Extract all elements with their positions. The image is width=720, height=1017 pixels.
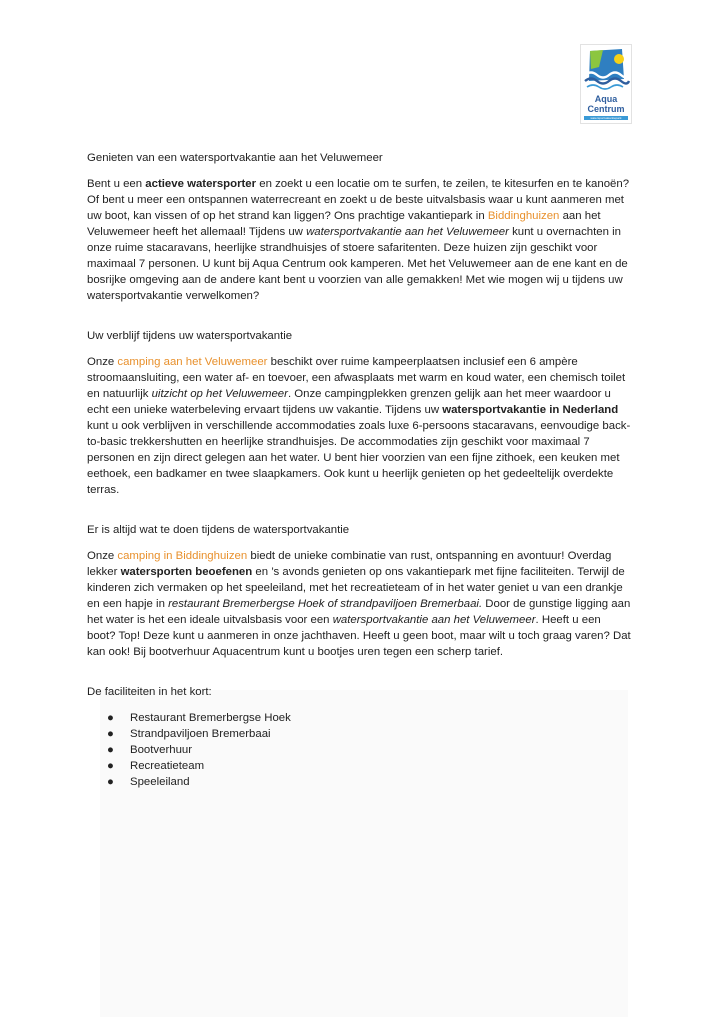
bold-text: watersportvakantie in Nederland — [442, 404, 619, 416]
list-item — [107, 726, 632, 742]
paragraph — [87, 176, 632, 304]
italic-text: watersportvakantie aan het Veluwemeer — [306, 226, 509, 238]
list-item-label: Bootverhuur — [130, 744, 193, 756]
list-item-label: Strandpaviljoen Bremerbaai — [130, 728, 271, 740]
list-item — [107, 710, 632, 726]
link-camping-biddinghuizen[interactable]: camping in Biddinghuizen — [117, 550, 248, 562]
list-item-label: Speeleiland — [130, 776, 190, 788]
bold-text: watersporten beoefenen — [120, 566, 253, 578]
bold-text: actieve watersporter — [145, 178, 257, 190]
italic-text: restaurant Bremerbergse Hoek of strandpaviljoen Bremerbaai. — [168, 598, 483, 610]
logo-name-line2: Centrum — [587, 104, 625, 114]
logo-name-line1: Aqua — [594, 94, 618, 104]
document-body — [87, 150, 632, 790]
paragraph — [87, 354, 632, 498]
list-item — [107, 774, 632, 790]
bullet-icon: ● — [107, 760, 114, 772]
text-run: en ’s avonds genieten op ons vakantiepark met fijne faciliteiten. Terwijl de kinderen zich vermaken op het speeleiland, met het recreatieteam of in het water geniet u van een drankje en een hapje in — [87, 566, 625, 610]
bullet-icon: ● — [107, 776, 114, 788]
text-run: beschikt over ruime kampeerplaatsen inclusief een 6 ampère stroomaansluiting, een water af- en toevoer, een afwasplaats met warm en koud water, een chemisch toilet en natuurlijk — [87, 356, 626, 400]
text-run: Bent u een — [87, 178, 146, 190]
text-run: biedt de unieke combinatie van rust, ontspanning en avontuur! Overdag lekker — [87, 550, 612, 578]
aqua-centrum-logo — [580, 44, 632, 124]
list-item-label: Recreatieteam — [130, 760, 205, 772]
section-heading: Uw verblijf tijdens uw watersportvakantie — [87, 330, 293, 342]
logo-graphic-icon — [581, 45, 631, 93]
section-heading: Genieten van een watersportvakantie aan het Veluwemeer — [87, 152, 383, 164]
text-run: aan het Veluwemeer heeft het allemaal! Tijdens uw — [87, 210, 601, 238]
text-run: kunt u overnachten in onze ruime stacaravans, heerlijke strandhuisjes of stoere safaritenten. Deze huizen zijn geschikt voor maximaal 7 personen. U kunt bij Aqua Centrum ook kamperen. Met het Veluwemeer aan de ene kant en de bosrijke omgeving aan de andere kant bent u voorzien van alle gemakken! Met wie mogen wij u tijdens uw watersportvakantie verwelkomen? — [87, 226, 628, 302]
italic-text: watersportvakantie aan het Veluwemeer — [332, 614, 536, 626]
link-biddinghuizen[interactable]: Biddinghuizen — [487, 210, 560, 222]
facilities-list — [87, 710, 632, 790]
text-run: kunt u ook verblijven in verschillende accommodaties zoals luxe 6-persoons stacaravans, eenvoudige back-to-basic trekkershutten en heerlijke strandhuisjes. De accommodaties zijn geschikt voor maximaal 7 personen en zijn direct gelegen aan het water. U bent hier voorzien van een fijne zithoek, een keuken met eethoek, een badkamer en twee slaapkamers. Ook kunt u heerlijk genieten op het gedeeltelijk overdekte terras. — [87, 420, 631, 496]
paragraph — [87, 548, 632, 660]
bullet-icon: ● — [107, 744, 114, 756]
text-run: Onze — [87, 550, 118, 562]
text-run: en zoekt u een locatie om te surfen, te zeilen, te kitesurfen en te kanoën? Of bent u meer een ontspannen waterrecreant en zoekt u de beste uitvalsbasis waar u kunt aanmeren met uw boot, kan vissen of op het strand kan liggen? Ons prachtige vakantiepark in — [87, 178, 630, 222]
section-heading: De faciliteiten in het kort: — [87, 686, 212, 698]
list-item — [107, 758, 632, 774]
bullet-icon: ● — [107, 728, 114, 740]
text-run: Door de gunstige ligging aan het water is het een ideale uitvalsbasis voor een — [87, 598, 631, 626]
logo-tagline: watersportvakantiepark — [584, 116, 628, 120]
italic-text: uitzicht op het Veluwemeer — [151, 388, 288, 400]
list-item-label: Restaurant Bremerbergse Hoek — [130, 712, 291, 724]
text-run: Onze — [87, 356, 118, 368]
list-item — [107, 742, 632, 758]
text-run: . Heeft u een boot? Top! Deze kunt u aanmeren in onze jachthaven. Heeft u geen boot, maar wilt u toch graag varen? Dat kan ook! Bij bootverhuur Aquacentrum kunt u bootjes uren tegen een scherp tarief. — [87, 614, 631, 658]
link-camping-veluwemeer[interactable]: camping aan het Veluwemeer — [117, 356, 268, 368]
section-heading: Er is altijd wat te doen tijdens de watersportvakantie — [87, 524, 350, 536]
bullet-icon: ● — [107, 712, 114, 724]
text-run: . Onze campingplekken grenzen gelijk aan het meer waardoor u echt een unieke waterbeleving ervaart tijdens uw vakantie. Tijdens uw — [87, 388, 611, 416]
